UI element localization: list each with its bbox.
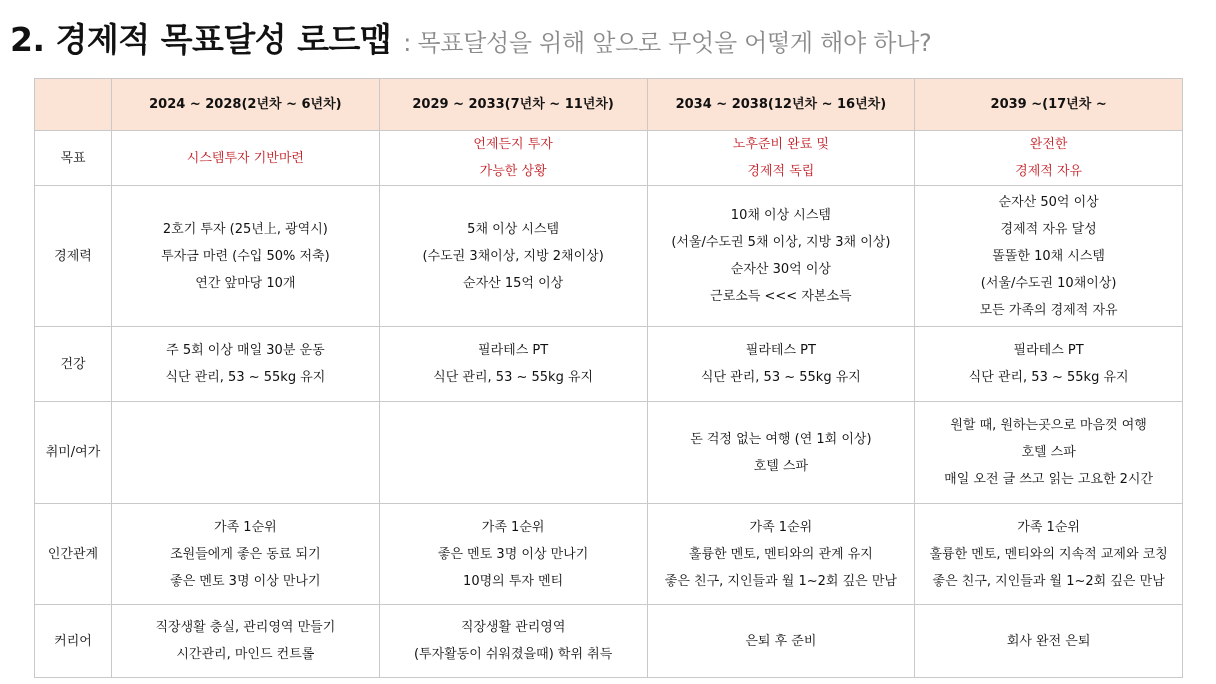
table-cell: [915, 504, 1183, 605]
cell-line: 가족 1순위: [1017, 519, 1080, 535]
header-period-1: 2024 ~ 2028(2년차 ~ 6년차): [112, 79, 380, 131]
cell-line: 호텔 스파: [1021, 445, 1076, 460]
table-cell: [379, 605, 647, 678]
cell-line: 순자산 15억 이상: [463, 275, 564, 291]
cell-line: 필라테스 PT: [745, 343, 816, 358]
table-cell: [915, 605, 1183, 678]
cell-line: 모든 가족의 경제적 자유: [979, 302, 1118, 318]
table-cell: [112, 131, 380, 186]
row-label: 커리어: [35, 605, 112, 678]
cell-line: 식단 관리, 53 ~ 55kg 유지: [968, 370, 1129, 385]
header-row: [35, 79, 1183, 131]
table-cell: [647, 402, 915, 504]
table-cell: [112, 605, 380, 678]
cell-line: (수도권 3채이상, 지방 2채이상): [422, 248, 604, 264]
cell-line: 훌륭한 멘토, 멘티와의 지속적 교제와 코칭: [929, 546, 1168, 562]
table-cell: [647, 504, 915, 605]
cell-line: 식단 관리, 53 ~ 55kg 유지: [700, 370, 861, 385]
table-cell: [379, 186, 647, 327]
table-cell: [915, 186, 1183, 327]
table-cell: [379, 402, 647, 504]
cell-line: 조원들에게 좋은 동료 되기: [170, 546, 321, 562]
table-cell: [647, 186, 915, 327]
header-period-2: 2029 ~ 2033(7년차 ~ 11년차): [379, 79, 647, 131]
cell-line: 돈 걱정 없는 여행 (연 1회 이상): [690, 431, 872, 447]
cell-line: 호텔 스파: [753, 458, 809, 474]
cell-line: (서울/수도권 5채 이상, 지방 3채 이상): [671, 235, 891, 250]
cell-line: 경제적 자유: [1015, 164, 1083, 179]
table-cell: [379, 131, 647, 186]
table-cell: [647, 605, 915, 678]
cell-line: 시간관리, 마인드 컨트롤: [176, 647, 315, 662]
table-cell: [112, 186, 380, 327]
slide-title: [10, 14, 931, 66]
cell-line: 회사 완전 은퇴: [1006, 633, 1091, 649]
cell-line: 투자금 마련 (수입 50% 저축): [161, 248, 330, 264]
cell-line: 원할 때, 원하는곳으로 마음껏 여행: [950, 418, 1147, 433]
title-separator: :: [403, 29, 412, 57]
row-label: 취미/여가: [35, 402, 112, 504]
cell-line: 5채 이상 시스템: [467, 221, 560, 237]
cell-line: 좋은 멘토 3명 이상 만나기: [170, 573, 321, 589]
cell-line: 은퇴 후 준비: [745, 633, 817, 649]
cell-line: 가족 1순위: [214, 519, 277, 535]
cell-line: 좋은 친구, 지인들과 월 1~2회 깊은 만남: [932, 573, 1165, 589]
cell-line: 근로소득 <<< 자본소득: [710, 289, 852, 304]
row-label: 인간관계: [35, 504, 112, 605]
table-cell: [647, 327, 915, 402]
cell-line: 필라테스 PT: [478, 343, 549, 358]
row-label: 건강: [35, 327, 112, 402]
cell-line: 10명의 투자 멘티: [463, 573, 564, 589]
cell-line: 순자산 50억 이상: [998, 194, 1099, 210]
cell-line: 언제든지 투자: [473, 137, 553, 152]
row-label: 경제력: [35, 186, 112, 327]
row-health: [35, 327, 1183, 402]
cell-line: 경제적 자유 달성: [1000, 221, 1097, 237]
cell-line: (서울/수도권 10채이상): [980, 275, 1117, 291]
header-corner-cell: [35, 79, 112, 131]
cell-line: 가족 1순위: [481, 519, 545, 535]
cell-line: (투자활동이 쉬워졌을때) 학위 취득: [413, 647, 613, 662]
row-economy: [35, 186, 1183, 327]
cell-line: 경제적 독립: [747, 164, 815, 179]
table-cell: [379, 504, 647, 605]
header-period-3: 2034 ~ 2038(12년차 ~ 16년차): [647, 79, 915, 131]
cell-line: 좋은 친구, 지인들과 월 1~2회 깊은 만남: [664, 573, 897, 589]
row-goal: [35, 131, 1183, 186]
cell-line: 10채 이상 시스템: [730, 208, 831, 223]
cell-line: 좋은 멘토 3명 이상 만나기: [437, 546, 589, 562]
table-cell: [915, 327, 1183, 402]
cell-line: 직장생활 관리영역: [460, 620, 566, 635]
cell-line: 직장생활 충실, 관리영역 만들기: [155, 620, 336, 635]
header-period-4: 2039 ~(17년차 ~: [915, 79, 1183, 131]
table-cell: [647, 131, 915, 186]
cell-line: 훌륭한 멘토, 멘티와의 관계 유지: [688, 546, 873, 562]
row-label: 목표: [35, 131, 112, 186]
cell-line: 식단 관리, 53 ~ 55kg 유지: [165, 370, 326, 385]
row-relationships: [35, 504, 1183, 605]
cell-line: 매일 오전 글 쓰고 읽는 고요한 2시간: [944, 472, 1154, 487]
table-cell: [112, 402, 380, 504]
row-hobby: [35, 402, 1183, 504]
cell-line: 2호기 투자 (25년上, 광역시): [162, 221, 328, 237]
table-cell: [112, 504, 380, 605]
cell-line: 가족 1순위: [749, 519, 813, 535]
cell-line: 식단 관리, 53 ~ 55kg 유지: [433, 370, 594, 385]
cell-line: 똘똘한 10채 시스템: [992, 248, 1105, 264]
cell-line: 연간 앞마당 10개: [195, 275, 296, 291]
cell-line: 시스템투자 기반마련: [186, 150, 304, 166]
cell-line: 가능한 상황: [479, 164, 547, 179]
table-cell: [112, 327, 380, 402]
cell-line: 순자산 30억 이상: [730, 262, 831, 277]
cell-line: 노후준비 완료 및: [732, 137, 829, 152]
row-career: [35, 605, 1183, 678]
table-cell: [915, 131, 1183, 186]
cell-line: 완전한: [1029, 137, 1068, 152]
roadmap-table: [34, 78, 1183, 678]
title-subtitle: 목표달성을 위해 앞으로 무엇을 어떻게 해야 하나?: [417, 29, 932, 57]
cell-line: 필라테스 PT: [1013, 343, 1084, 358]
cell-line: 주 5회 이상 매일 30분 운동: [166, 343, 325, 358]
title-main: 2. 경제적 목표달성 로드맵: [10, 20, 392, 59]
table-cell: [379, 327, 647, 402]
table-cell: [915, 402, 1183, 504]
